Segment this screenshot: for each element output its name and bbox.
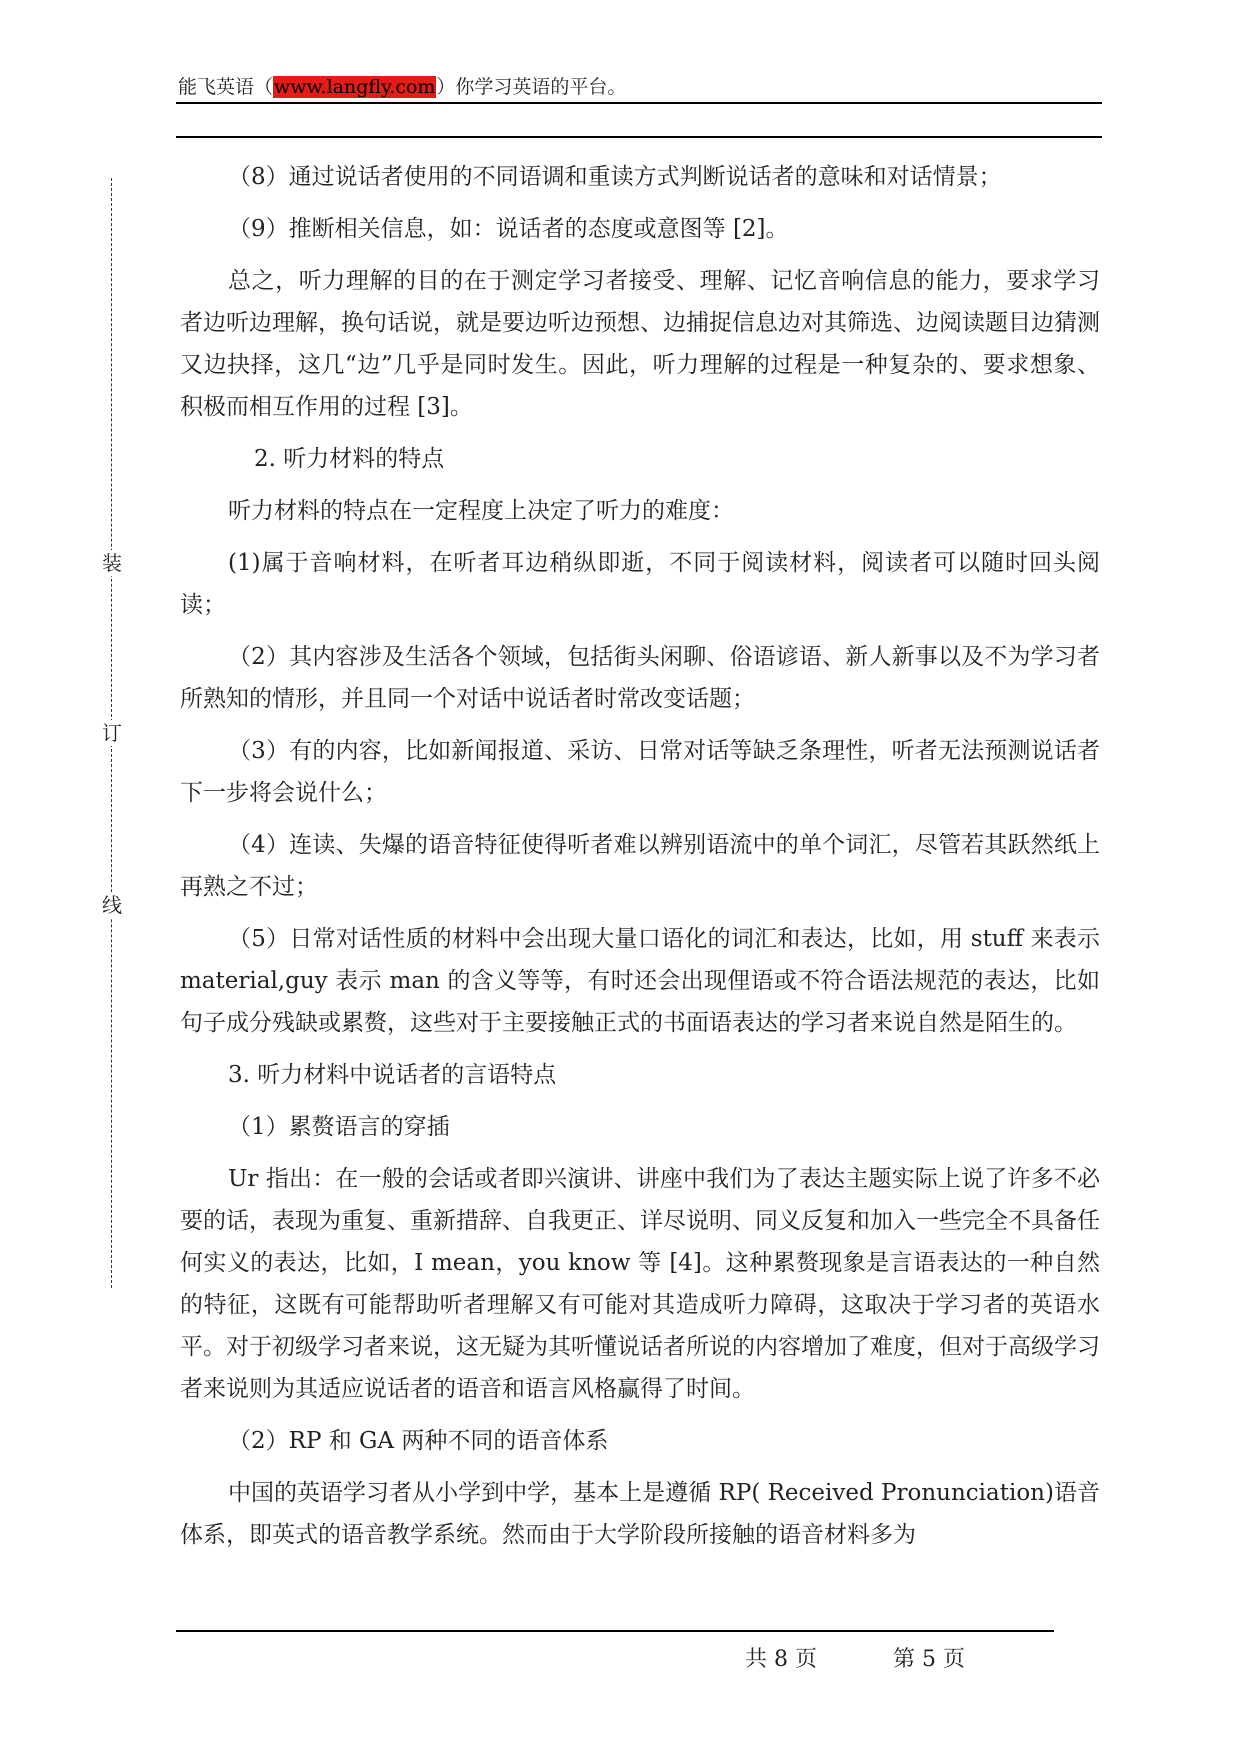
list-item-8: （8）通过说话者使用的不同语调和重读方式判断说话者的意味和对话情景；: [228, 164, 1002, 190]
header-url-link[interactable]: www.langfly.com: [274, 76, 436, 98]
footer-current-page: 第 5 页: [893, 1647, 965, 1672]
footer-total-pages: 共 8 页: [745, 1647, 817, 1672]
subheading-redundancy: （1）累赘语言的穿插: [228, 1114, 450, 1140]
body-text: [180, 156, 1100, 1566]
section-heading-3: 3. 听力材料中说话者的言语特点: [228, 1062, 557, 1088]
page-header: [178, 72, 626, 102]
header-brand: 能飞英语（: [178, 76, 274, 98]
binding-label-zhuang: 装: [102, 551, 122, 575]
feature-item-1: (1)属于音响材料，在听者耳边稍纵即逝，不同于阅读材料，阅读者可以随时回头阅读；: [180, 550, 1100, 618]
header-suffix: ）你学习英语的平台。: [436, 76, 627, 98]
section-2-intro: 听力材料的特点在一定程度上决定了听力的难度：: [228, 498, 734, 524]
feature-item-5: （5）日常对话性质的材料中会出现大量口语化的词汇和表达，比如，用 stuff 来表示 material,guy 表示 man 的含义等等，有时还会出现俚语或不符合语法规范的表达，比如句子成分残缺或累赘，这些对于主要接触正式的书面语表达的学习者来说自然是陌生的。: [180, 926, 1100, 1036]
binding-label-ding: 订: [102, 721, 122, 745]
section-heading-2: 2. 听力材料的特点: [254, 446, 445, 472]
footer-rule: [176, 1630, 1054, 1632]
feature-item-2: （2）其内容涉及生活各个领域，包括街头闲聊、俗语谚语、新人新事以及不为学习者所熟知的情形，并且同一个对话中说话者时常改变话题；: [180, 644, 1100, 712]
feature-item-3: （3）有的内容，比如新闻报道、采访、日常对话等缺乏条理性，听者无法预测说话者下一步将会说什么；: [180, 738, 1100, 806]
binding-label-xian: 线: [102, 893, 122, 917]
feature-item-4: （4）连读、失爆的语音特征使得听者难以辨别语流中的单个词汇，尽管若其跃然纸上再熟之不过；: [180, 832, 1100, 900]
list-item-9: （9）推断相关信息，如：说话者的态度或意图等 [2]。: [228, 216, 789, 242]
rp-paragraph: 中国的英语学习者从小学到中学，基本上是遵循 RP( Received Pronunciation)语音体系，即英式的语音教学系统。然而由于大学阶段所接触的语音材料多为: [180, 1480, 1100, 1548]
subheading-rp-ga: （2）RP 和 GA 两种不同的语音体系: [228, 1428, 609, 1454]
header-rule-top: [176, 102, 1102, 104]
redundancy-paragraph: Ur 指出：在一般的会话或者即兴演讲、讲座中我们为了表达主题实际上说了许多不必要的话，表现为重复、重新措辞、自我更正、详尽说明、同义反复和加入一些完全不具备任何实义的表达，比如，I mean，you know 等 [4]。这种累赘现象是言语表达的一种自然的特征，这既有可能帮助听者理解又有可能对其造成听力障碍，这取决于学习者的英语水平。对于初级学习者来说，这无疑为其听懂说话者所说的内容增加了难度，但对于高级学习者来说则为其适应说话者的语音和语言风格赢得了时间。: [180, 1166, 1100, 1402]
header-rule-bottom: [176, 136, 1102, 138]
summary-paragraph: 总之，听力理解的目的在于测定学习者接受、理解、记忆音响信息的能力，要求学习者边听边理解，换句话说，就是要边听边预想、边捕捉信息边对其筛选、边阅读题目边猜测又边抉择，这几“边”几乎是同时发生。因此，听力理解的过程是一种复杂的、要求想象、积极而相互作用的过程 [3]。: [180, 268, 1100, 420]
